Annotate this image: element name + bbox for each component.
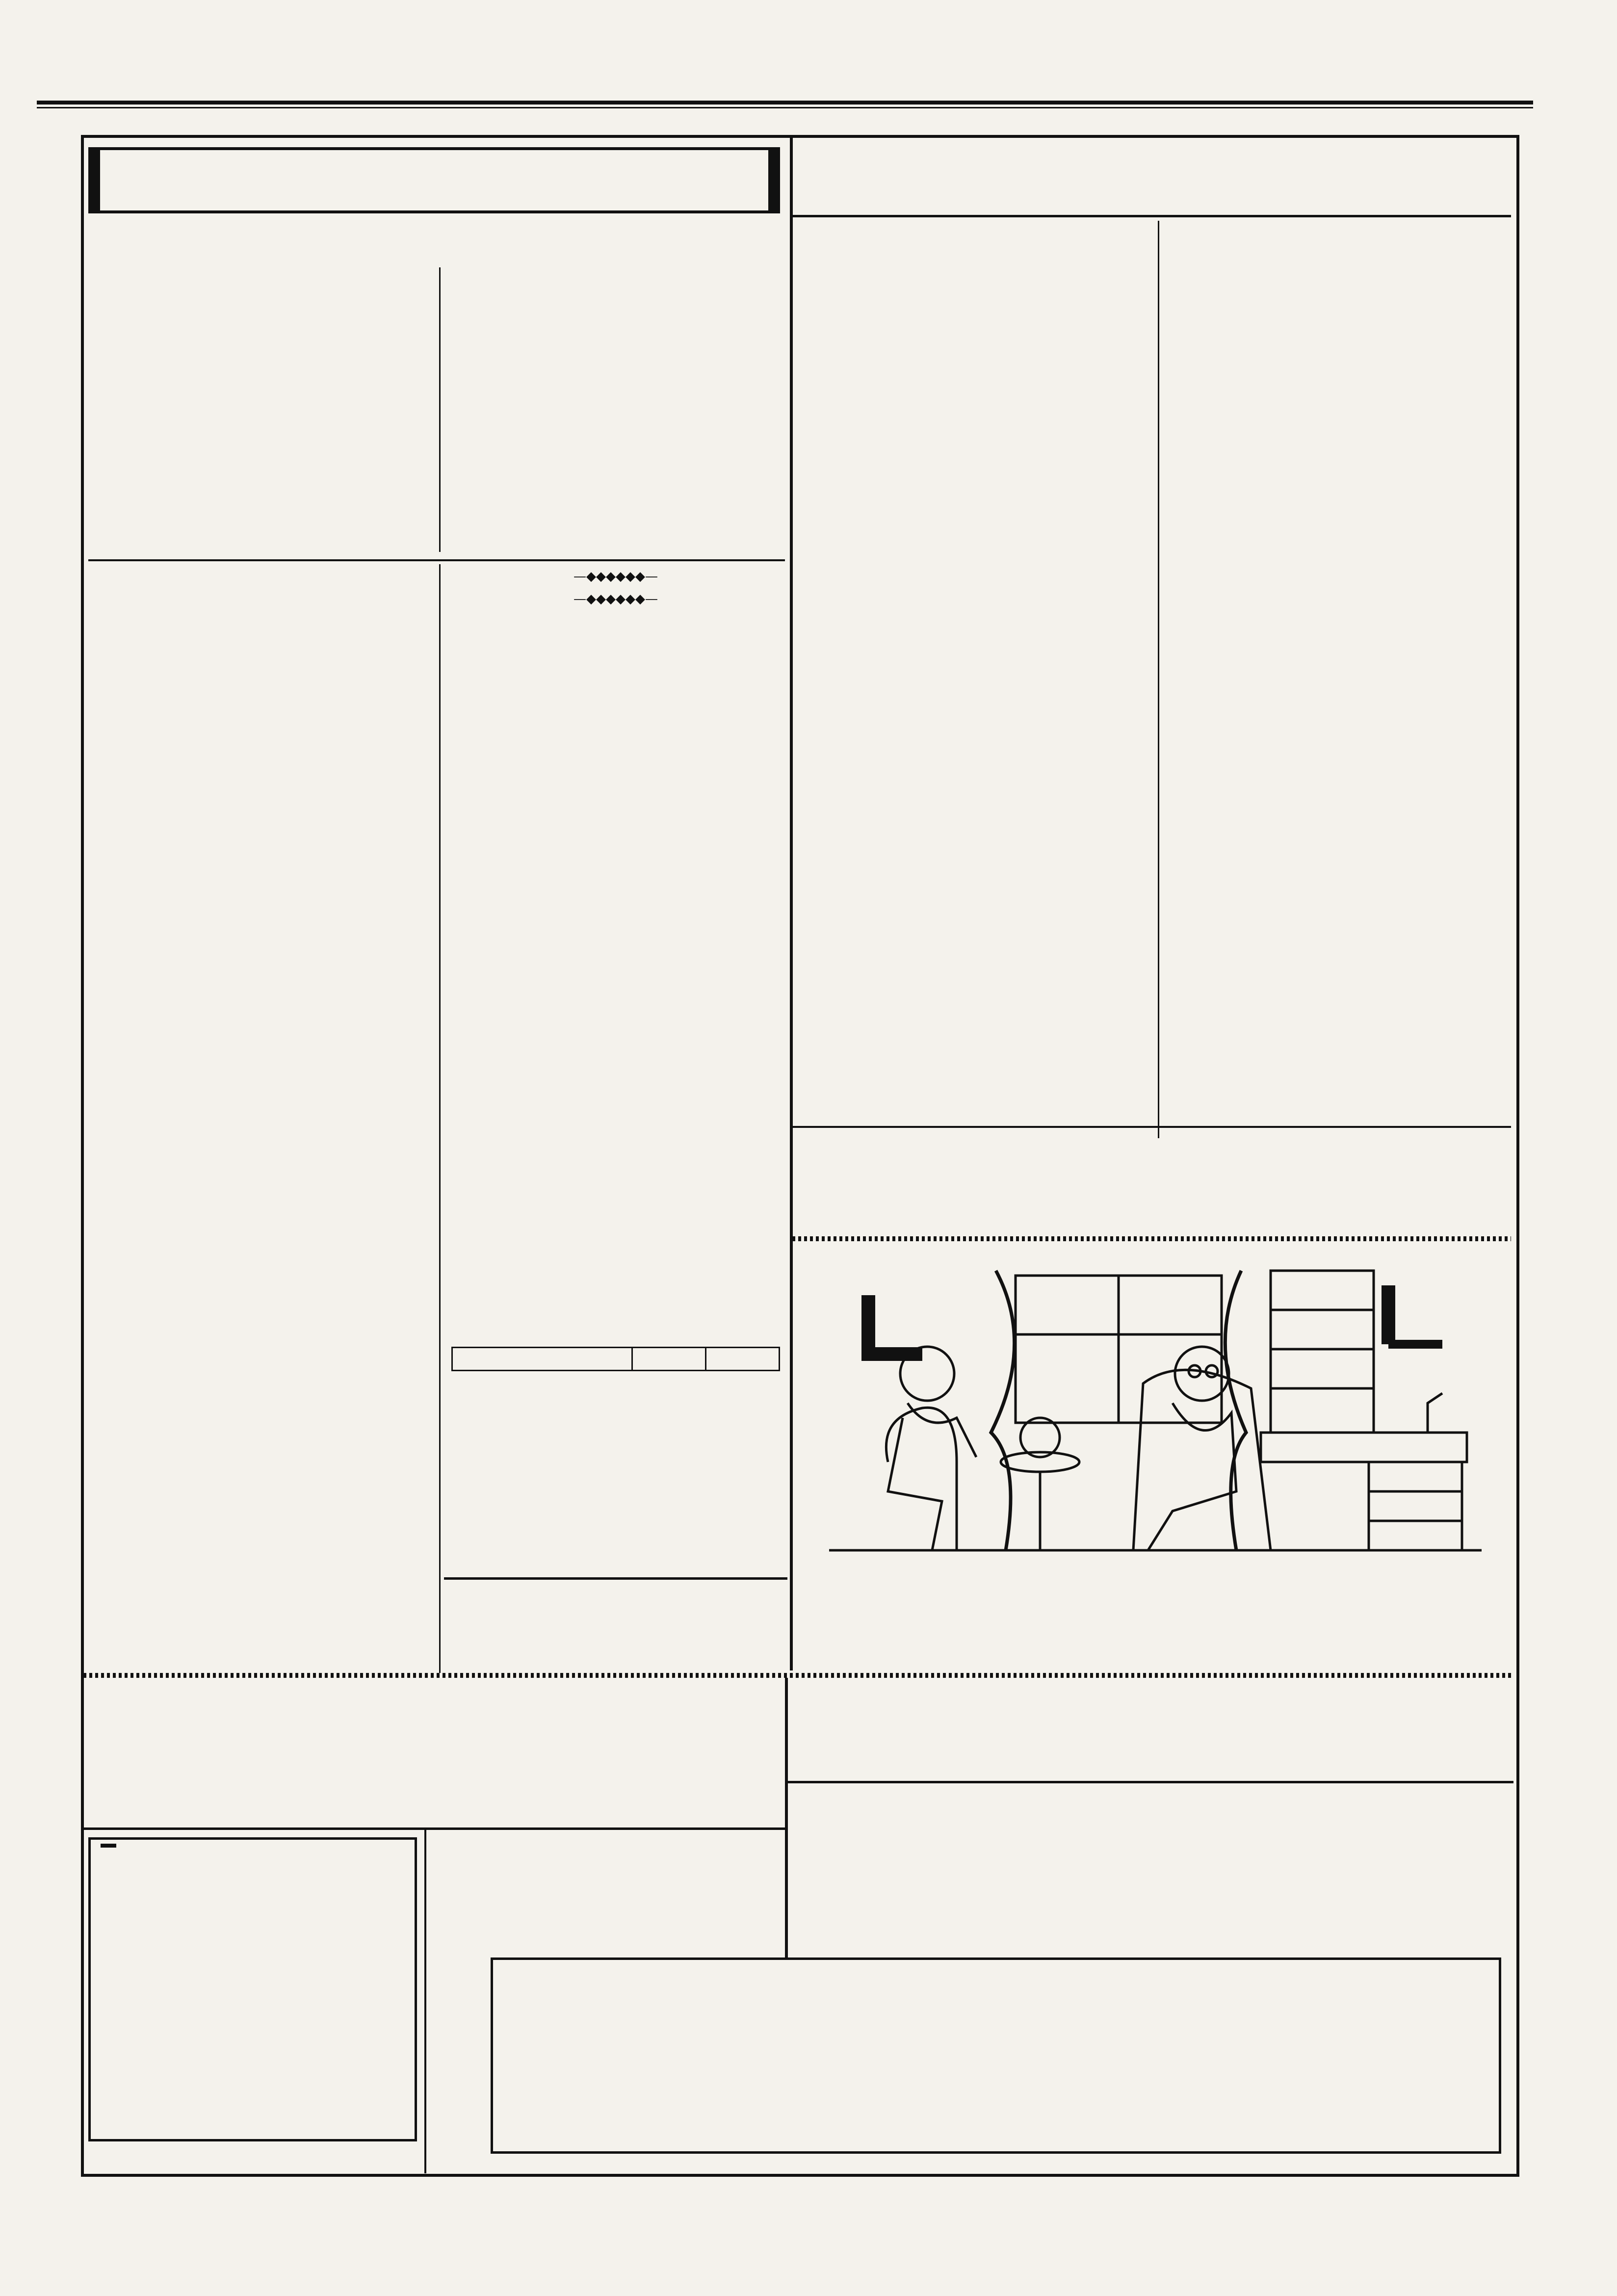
middle-column [446, 564, 785, 1300]
column-divider [439, 267, 441, 552]
cartoon-illustration [829, 1256, 1482, 1580]
cartoon-drawing [829, 1256, 1482, 1580]
column-divider [785, 1678, 788, 1957]
column-divider [424, 1830, 426, 2173]
lotaria-right [1165, 223, 1509, 261]
section-rule [792, 1126, 1511, 1128]
left-column [93, 564, 432, 1656]
masthead-rule-thin [37, 107, 1533, 108]
col-header [632, 1348, 705, 1371]
section-rule [792, 215, 1511, 217]
dotted-rule [83, 1673, 1513, 1678]
column-divider [790, 137, 793, 1670]
section-title-box [88, 147, 780, 213]
col-header [705, 1348, 779, 1371]
lotaria-left [797, 221, 1153, 296]
column-divider [439, 564, 441, 1673]
ornament-divider: —◆◆◆◆◆◆— [574, 591, 658, 606]
section-rule [787, 1781, 1513, 1783]
section-rule [88, 559, 785, 561]
section-rule [83, 1827, 785, 1830]
teatro-col2 [446, 267, 785, 552]
pernas-ad [491, 1957, 1501, 2154]
cambios-table [451, 1347, 780, 1371]
atenda-ad [88, 1837, 417, 2141]
teatro-col1 [93, 267, 432, 552]
section-rule [444, 1577, 787, 1580]
masthead-rule [37, 101, 1533, 104]
dotted-rule [792, 1236, 1511, 1241]
column-divider [1158, 221, 1159, 1138]
atenda-title [101, 1844, 116, 1848]
cambios-table-wrap [451, 1347, 780, 1371]
col-header [452, 1348, 632, 1371]
ornament-divider: —◆◆◆◆◆◆— [574, 569, 658, 584]
